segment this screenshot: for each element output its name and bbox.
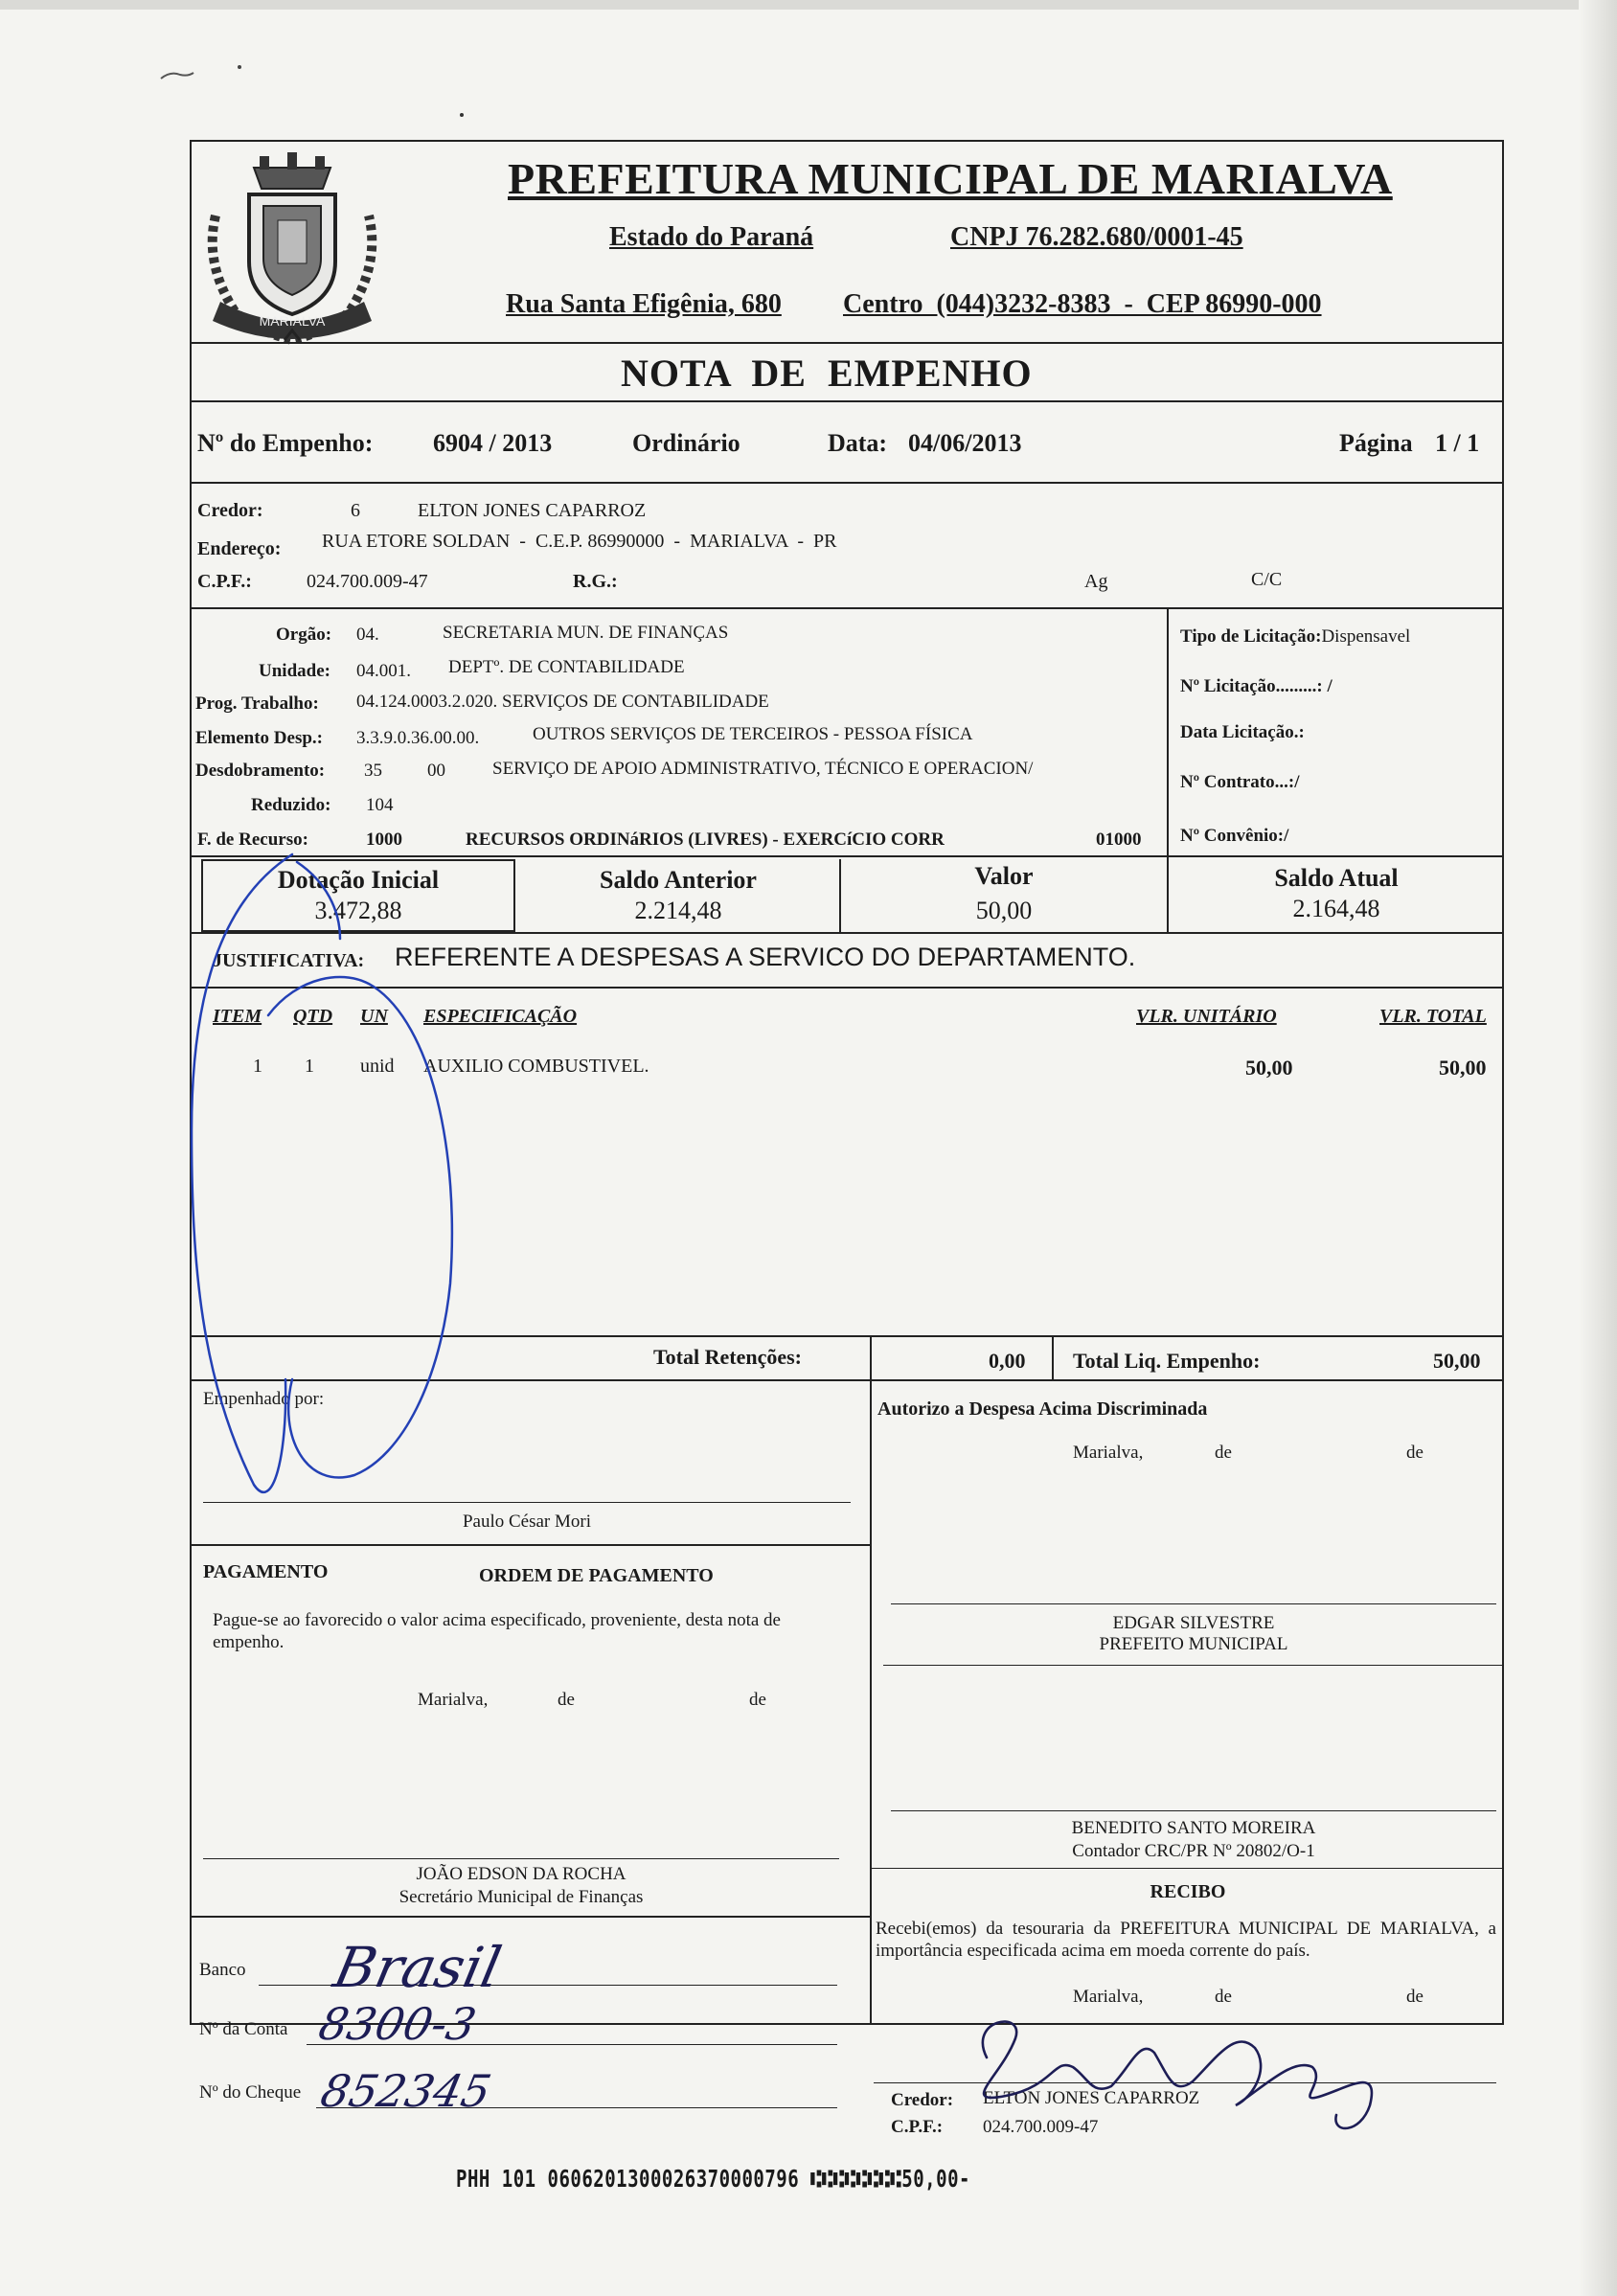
- prog-code: 04.124.0003.2.020.: [356, 692, 498, 712]
- convenio-numero: Nº Convênio:/: [1180, 826, 1289, 846]
- prefeitura-title: PREFEITURA MUNICIPAL DE MARIALVA: [508, 154, 1393, 203]
- licitacao-tipo-label: Tipo de Licitação:: [1180, 626, 1322, 647]
- licitacao-numero: Nº Licitação.........: /: [1180, 676, 1332, 696]
- justificativa-text: REFERENTE A DESPESAS A SERVICO DO DEPARTAMENTO.: [395, 943, 1136, 971]
- valor-label: Valor: [974, 862, 1034, 890]
- signature-line: [203, 1858, 839, 1859]
- col-un-header: UN: [360, 1006, 388, 1027]
- cnpj-label: CNPJ 76.282.680/0001-45: [950, 222, 1243, 252]
- conta-handwritten: 8300-3: [314, 1998, 481, 2050]
- empenho-date: 04/06/2013: [908, 429, 1022, 457]
- cpf-label: C.P.F.:: [197, 571, 252, 592]
- divider: [870, 1335, 872, 1379]
- desdobramento-label: Desdobramento:: [195, 761, 326, 781]
- licitacao-data: Data Licitação.:: [1180, 722, 1305, 742]
- divider: [870, 1335, 1504, 1337]
- pagamento-place: Marialva,: [418, 1690, 489, 1710]
- divider: [883, 1665, 1504, 1666]
- licitacao-tipo: Dispensavel: [1321, 626, 1411, 647]
- divider: [190, 482, 1504, 484]
- contrato-numero: Nº Contrato...:/: [1180, 772, 1300, 792]
- justificativa-label: JUSTIFICATIVA:: [213, 950, 365, 971]
- dotacao-label: Dotação Inicial: [277, 866, 440, 894]
- elemento-name: OUTROS SERVIÇOS DE TERCEIROS - PESSOA FÍSICA: [533, 724, 973, 744]
- rg-label: R.G.:: [573, 571, 618, 592]
- desdobramento-sub: 00: [427, 761, 445, 781]
- elemento-label: Elemento Desp.:: [195, 728, 323, 748]
- credor-label: Credor:: [197, 500, 263, 521]
- autorizo-label: Autorizo a Despesa Acima Discriminada: [877, 1398, 1208, 1420]
- pagamento-label: PAGAMENTO: [203, 1561, 329, 1582]
- recurso-code: 1000: [366, 830, 402, 850]
- item-qtd: 1: [305, 1056, 314, 1077]
- divider: [870, 1868, 1504, 1869]
- col-qtd-header: QTD: [293, 1006, 333, 1027]
- scan-right-edge: [1579, 0, 1617, 2296]
- valor-value: 50,00: [975, 897, 1033, 924]
- recurso-label: F. de Recurso:: [197, 830, 308, 850]
- empenhado-name: Paulo César Mori: [462, 1512, 592, 1532]
- signature-line: [891, 1603, 1496, 1604]
- ordem-pagamento-label: ORDEM DE PAGAMENTO: [479, 1565, 714, 1586]
- secretario-name: JOÃO EDSON DA ROCHA: [416, 1864, 626, 1884]
- reduzido-label: Reduzido:: [251, 795, 331, 815]
- address-street: Rua Santa Efigênia, 680: [506, 289, 782, 319]
- signature-line: [891, 1810, 1496, 1811]
- endereco-label: Endereço:: [197, 538, 282, 559]
- autorizo-de-1: de: [1215, 1443, 1232, 1463]
- reduzido-value: 104: [366, 795, 394, 815]
- item-total-value: 50,00: [1439, 1056, 1487, 1080]
- total-retencoes-label: Total Retenções:: [653, 1345, 802, 1369]
- prefeito-title: PREFEITO MUNICIPAL: [1099, 1634, 1288, 1654]
- recibo-text: Recebi(emos) da tesouraria da PREFEITURA MUNICIPAL DE MARIALVA, a importância especificada acima em moeda corrente do país.: [876, 1919, 1496, 1961]
- ordem-text: Pague-se ao favorecido o valor acima especificado, proveniente, desta nota de empenho.: [213, 1610, 781, 1652]
- empenho-number: 6904 / 2013: [433, 429, 553, 457]
- contador-name: BENEDITO SANTO MOREIRA: [1071, 1818, 1316, 1838]
- banco-label: Banco: [199, 1960, 246, 1980]
- recibo-credor-label: Credor:: [891, 2090, 954, 2110]
- autorizo-place: Marialva,: [1073, 1443, 1144, 1463]
- credor-code: 6: [351, 500, 360, 521]
- recibo-cpf-label: C.P.F.:: [891, 2117, 944, 2137]
- desdobramento-name: SERVIÇO DE APOIO ADMINISTRATIVO, TÉCNICO E OPERACION/: [492, 759, 1034, 779]
- orgao-label: Orgão:: [276, 625, 332, 645]
- scan-marks: [134, 57, 287, 134]
- empenho-number-label: Nº do Empenho:: [197, 429, 374, 457]
- coat-of-arms-logo: [196, 148, 388, 350]
- elemento-code: 3.3.9.0.36.00.00.: [356, 728, 480, 748]
- prog-label: Prog. Trabalho:: [195, 693, 319, 714]
- credor-address: RUA ETORE SOLDAN - C.E.P. 86990000 - MARIALVA - PR: [322, 531, 837, 552]
- recibo-de-2: de: [1406, 1987, 1423, 2007]
- credor-name: ELTON JONES CAPARROZ: [418, 500, 647, 521]
- autorizo-de-2: de: [1406, 1443, 1423, 1463]
- col-spec-header: ESPECIFICAÇÃO: [423, 1006, 578, 1027]
- conta-label: Nº da Conta: [199, 2019, 288, 2039]
- empenho-signature: [163, 843, 604, 1533]
- saldo-atual-value: 2.164,48: [1292, 895, 1380, 922]
- recibo-de-1: de: [1215, 1987, 1232, 2007]
- divider: [190, 607, 1504, 609]
- empenho-date-label: Data:: [828, 429, 888, 457]
- recurso-code-2: 01000: [1096, 830, 1142, 850]
- recibo-label: RECIBO: [1150, 1881, 1226, 1902]
- item-unit-value: 50,00: [1245, 1056, 1293, 1080]
- credor-cpf: 024.700.009-47: [307, 571, 428, 592]
- prefeito-name: EDGAR SILVESTRE: [1112, 1613, 1275, 1633]
- scan-top-edge: [0, 0, 1617, 10]
- total-liquido-label: Total Liq. Empenho:: [1073, 1349, 1261, 1373]
- item-unit: unid: [360, 1056, 395, 1077]
- recibo-credor-name: ELTON JONES CAPARROZ: [983, 2088, 1200, 2108]
- desdobramento-code: 35: [364, 761, 382, 781]
- item-spec: AUXILIO COMBUSTIVEL.: [423, 1056, 649, 1077]
- contador-title: Contador CRC/PR Nº 20802/O-1: [1072, 1841, 1315, 1861]
- divider: [1167, 607, 1169, 856]
- divider: [190, 1916, 870, 1918]
- orgao-name: SECRETARIA MUN. DE FINANÇAS: [443, 623, 729, 643]
- recibo-cpf: 024.700.009-47: [983, 2117, 1099, 2137]
- saldo-anterior-label: Saldo Anterior: [600, 866, 757, 894]
- micr-code: PHH 101 0606201300026370000796 ⑆⑆⑆⑆⑆⑆⑆⑆50,00-: [456, 2165, 970, 2194]
- secretario-title: Secretário Municipal de Finanças: [399, 1887, 644, 1907]
- empenho-type: Ordinário: [632, 429, 740, 457]
- unidade-code: 04.001.: [356, 661, 411, 681]
- divider: [870, 1379, 872, 2025]
- recurso-name: RECURSOS ORDINáRIOS (LIVRES) - EXERCíCIO CORR: [466, 830, 945, 850]
- banco-handwritten: Brasil: [328, 1935, 508, 2000]
- pagamento-de-2: de: [749, 1690, 766, 1710]
- divider: [190, 1544, 870, 1546]
- orgao-code: 04.: [356, 625, 379, 645]
- divider: [190, 400, 1504, 402]
- page-number: 1 / 1: [1435, 429, 1480, 457]
- document-title: NOTA DE EMPENHO: [621, 352, 1033, 395]
- ag-label: Ag: [1084, 571, 1108, 592]
- credor-signature: [948, 2000, 1389, 2144]
- unidade-label: Unidade:: [259, 661, 330, 681]
- recibo-place: Marialva,: [1073, 1987, 1144, 2007]
- item-number: 1: [253, 1056, 262, 1077]
- empenhado-por-label: Empenhado por:: [203, 1389, 325, 1409]
- cc-label: C/C: [1251, 569, 1283, 590]
- divider: [1052, 1335, 1054, 1379]
- unidade-name: DEPTº. DE CONTABILIDADE: [448, 657, 685, 677]
- total-retencoes-value: 0,00: [989, 1349, 1026, 1373]
- address-contact: Centro (044)3232-8383 - CEP 86990-000: [843, 289, 1322, 319]
- cheque-label: Nº do Cheque: [199, 2082, 302, 2103]
- col-total-header: VLR. TOTAL: [1379, 1006, 1487, 1027]
- prog-name: SERVIÇOS DE CONTABILIDADE: [502, 692, 769, 712]
- scan-speck: [460, 113, 464, 117]
- svg-text:MARIALVA: MARIALVA: [259, 313, 326, 329]
- pagamento-de-1: de: [558, 1690, 575, 1710]
- cheque-handwritten: 852345: [316, 2065, 496, 2117]
- divider: [190, 342, 1504, 344]
- state-label: Estado do Paraná: [609, 222, 814, 252]
- col-item-header: ITEM: [213, 1006, 262, 1027]
- saldo-atual-label: Saldo Atual: [1274, 864, 1399, 892]
- page-label: Página: [1339, 429, 1413, 457]
- total-liquido-value: 50,00: [1433, 1349, 1481, 1373]
- dotacao-value: 3.472,88: [314, 897, 402, 924]
- saldo-anterior-value: 2.214,48: [634, 897, 722, 924]
- col-unit-header: VLR. UNITÁRIO: [1136, 1006, 1277, 1027]
